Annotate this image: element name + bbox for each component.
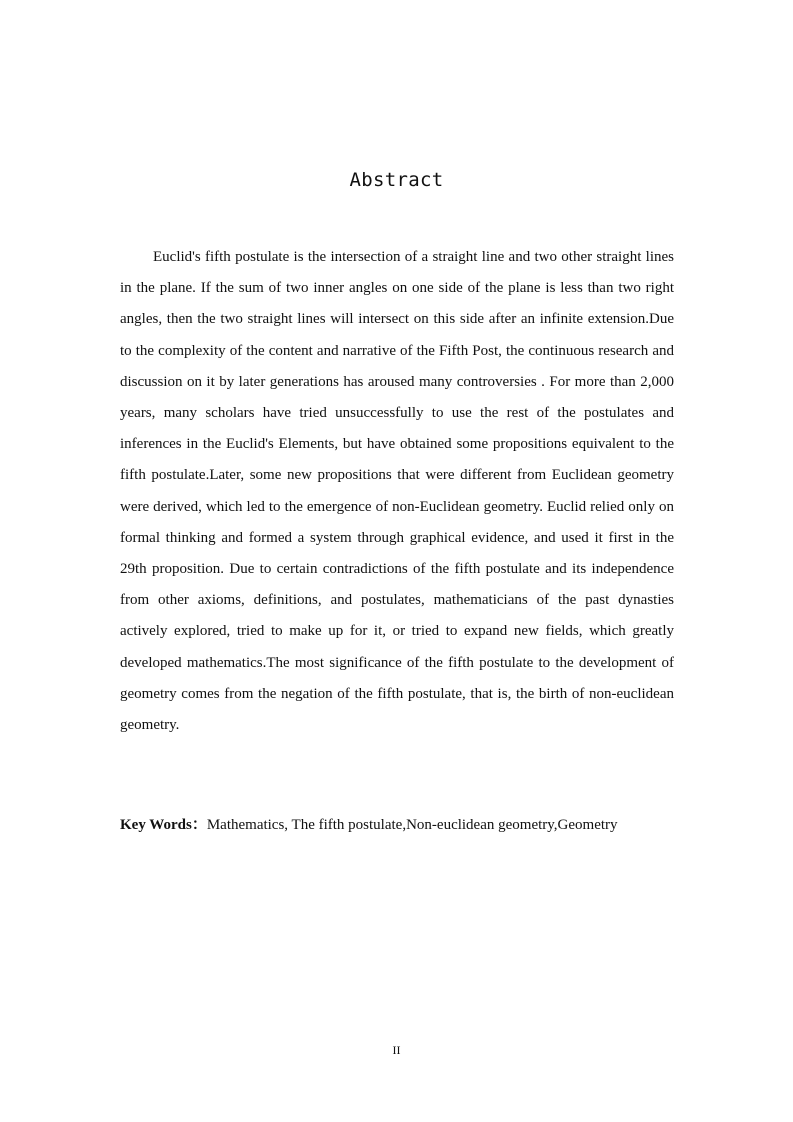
- keywords-line: [120, 813, 720, 837]
- abstract-title: Abstract: [349, 169, 444, 191]
- abstract-body: Euclid's fifth postulate is the intersection of a straight line and two other straight lines in the plane. If the sum of two inner angles on one side of the plane is less than two right angles, then the two straight lines will intersect on this side after an infinite extension.Due to the complexity of the content and narrative of the Fifth Post, the continuous research and discussion on it by later generations has aroused many controversies . For more than 2,000 years, many scholars have tried unsuccessfully to use the rest of the postulates and inferences in the Euclid's Elements, but have obtained some propositions equivalent to the fifth postulate.Later, some new propositions that were different from Euclidean geometry were derived, which led to the emergence of non-Euclidean geometry. Euclid relied only on formal thinking and formed a system through graphical evidence, and used it first in the 29th proposition. Due to certain contradictions of the fifth postulate and its independence from other axioms, definitions, and postulates, mathematicians of the past dynasties actively explored, tried to make up for it, or tried to expand new fields, which greatly developed mathematics.The most significance of the fifth postulate to the development of geometry comes from the negation of the fifth postulate, that is, the birth of non-euclidean geometry.: [120, 249, 674, 734]
- page-number: II: [392, 1043, 401, 1057]
- keywords-label: Key Words：: [120, 817, 207, 833]
- keywords-value: Mathematics, The fifth postulate,Non-euclidean geometry,Geometry: [206, 817, 618, 833]
